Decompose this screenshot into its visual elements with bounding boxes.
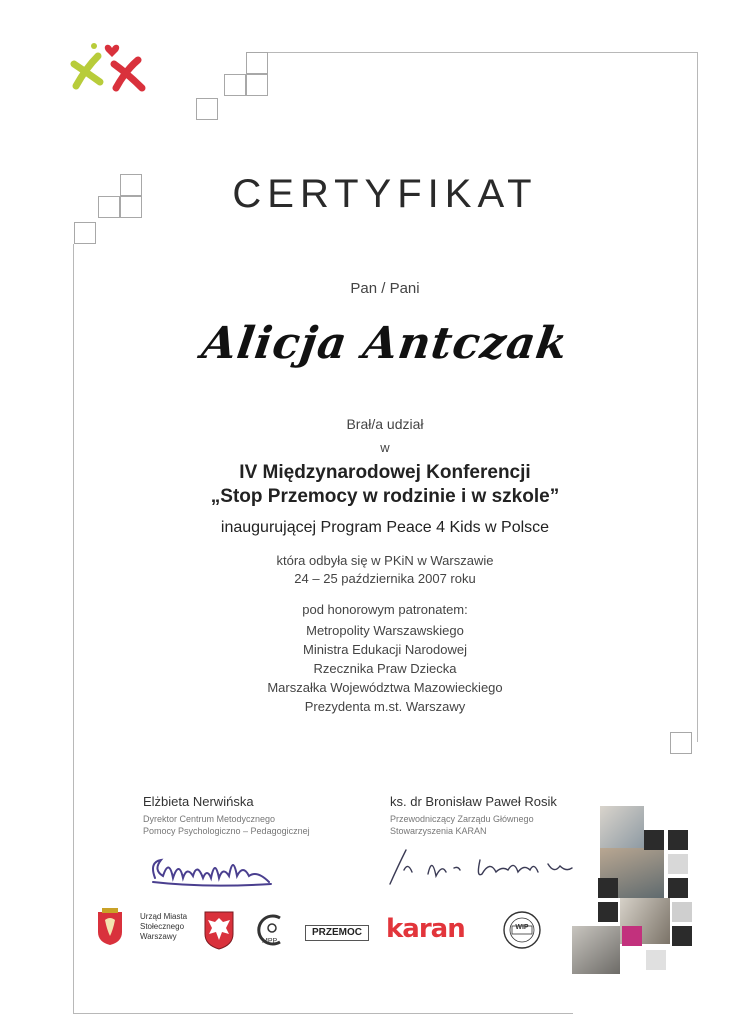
frame-right-line xyxy=(697,52,698,742)
warsaw-crest-icon xyxy=(96,908,124,946)
patron-item: Prezydenta m.st. Warszawy xyxy=(304,699,466,714)
left-signature-icon xyxy=(145,848,275,892)
mosaic-light-tile xyxy=(672,902,692,922)
photo-mosaic xyxy=(572,800,698,976)
patronage-heading: pod honorowym patronatem: xyxy=(302,602,468,617)
warsaw-office-line: Urząd Miasta xyxy=(140,912,188,921)
frame-square xyxy=(670,732,692,754)
frame-square xyxy=(74,222,96,244)
preposition-text: w xyxy=(380,440,390,455)
mosaic-dark-tile xyxy=(672,926,692,946)
frame-square xyxy=(196,98,218,120)
warsaw-office-line: Warszawy xyxy=(140,932,177,941)
przemoc-logo xyxy=(305,925,369,941)
mosaic-dark-tile xyxy=(668,830,688,850)
przemoc-logo-label: PRZEMOC xyxy=(312,927,362,938)
mosaic-photo-tile xyxy=(572,926,620,974)
warsaw-office-logo-text xyxy=(140,912,187,942)
right-signature-icon xyxy=(384,846,580,890)
patron-item: Ministra Edukacji Narodowej xyxy=(302,642,467,657)
mosaic-dark-tile xyxy=(598,902,618,922)
left-signatory-role-line1: Dyrektor Centrum Metodycznego xyxy=(143,814,276,824)
patron-item: Marszałka Województwa Mazowieckiego xyxy=(267,680,503,695)
venue-text: która odbyła się w PKiN w Warszawie xyxy=(276,553,494,568)
greeting: Pan / Pani xyxy=(350,280,420,297)
frame-bottom-line xyxy=(73,1013,573,1014)
patrons-list xyxy=(75,621,695,716)
peace4kids-logo-icon xyxy=(68,38,152,100)
left-signatory-role-line2: Pomocy Psychologiczno – Pedagogicznej xyxy=(143,826,310,836)
left-signatory xyxy=(143,794,310,837)
frame-square xyxy=(224,74,246,96)
date-text: 24 – 25 października 2007 roku xyxy=(294,571,476,586)
mosaic-light-tile xyxy=(646,950,666,970)
mosaic-light-tile xyxy=(668,854,688,874)
right-signatory xyxy=(390,794,557,837)
certificate-title: CERTYFIKAT xyxy=(232,172,538,216)
warsaw-office-line: Stołecznego xyxy=(140,922,185,931)
conference-subtitle: inaugurującej Program Peace 4 Kids w Polsce xyxy=(220,519,550,536)
mosaic-dark-tile xyxy=(598,878,618,898)
mosaic-dark-tile xyxy=(668,878,688,898)
conference-title-line1: IV Międzynarodowej Konferencji xyxy=(239,462,531,483)
right-signatory-role-line2: Stowarzyszenia KARAN xyxy=(390,826,487,836)
frame-square xyxy=(246,52,268,74)
right-signatory-name: ks. dr Bronisław Paweł Rosik xyxy=(390,794,557,809)
mosaic-dark-tile xyxy=(644,830,664,850)
patron-item: Rzecznika Praw Dziecka xyxy=(313,661,457,676)
frame-square xyxy=(246,74,268,96)
wip-seal-label: WIP xyxy=(515,924,529,931)
frame-top-line xyxy=(268,52,698,53)
right-signatory-role-line1: Przewodniczący Zarządu Głównego xyxy=(390,814,534,824)
karan-logo: karan xyxy=(386,914,465,944)
participation-text: Brał/a udział xyxy=(346,416,424,432)
recipient-name: Alicja Antczak xyxy=(198,318,572,369)
mosaic-photo-tile xyxy=(600,806,644,848)
patron-item: Metropolity Warszawskiego xyxy=(306,623,464,638)
mosaic-pink-tile xyxy=(622,926,642,946)
conference-title-line2: „Stop Przemocy w rodzinie i w szkole” xyxy=(210,486,560,507)
mpp-logo-label: MPP xyxy=(262,938,278,945)
left-signatory-name: Elżbieta Nerwińska xyxy=(143,794,254,809)
mazovia-eagle-crest-icon xyxy=(203,910,235,950)
